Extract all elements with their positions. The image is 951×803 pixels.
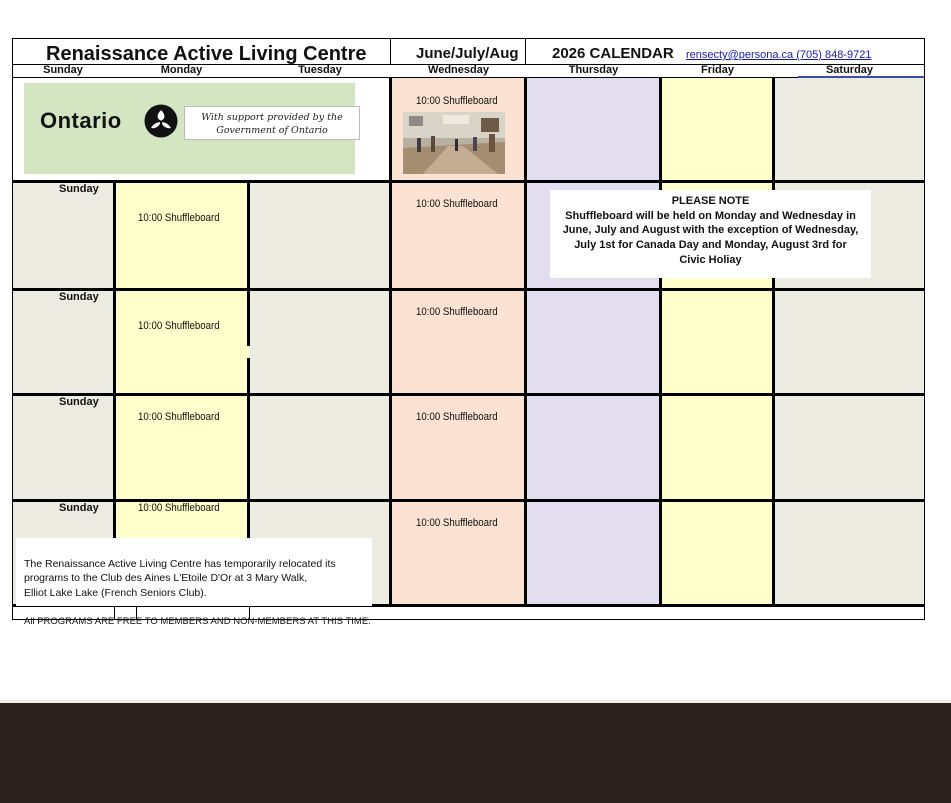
day-header-saturday: Saturday [825,64,874,76]
day-header-monday: Monday [160,64,203,76]
shuffleboard-event: 10:00 Shuffleboard [138,212,220,224]
shuffleboard-event: 10:00 Shuffleboard [416,517,498,529]
relocation-notice [16,538,372,627]
sunday-label: Sunday [59,502,99,514]
week-divider [12,180,925,183]
column-divider [659,78,662,606]
grid-border-left [12,78,13,620]
centre-title: Renaissance Active Living Centre [46,43,367,65]
sunday-label: Sunday [59,183,99,195]
day-header-tuesday: Tuesday [298,64,342,76]
day-header-friday: Friday [700,64,734,76]
shuffleboard-event: 10:00 Shuffleboard [138,502,220,514]
day-header-wednesday: Wednesday [428,64,489,76]
column-divider [524,78,527,606]
column-divider [772,78,775,606]
day-header-sunday: Sunday [43,64,83,76]
please-note-box [550,190,871,278]
footer-band [0,703,951,803]
year-title: 2026 CALENDAR [552,45,674,62]
trillium-icon [144,104,178,138]
shuffleboard-event: 10:00 Shuffleboard [138,411,220,423]
shuffleboard-event: 10:00 Shuffleboard [138,320,220,332]
shuffleboard-event: 10:00 Shuffleboard [416,411,498,423]
column-divider [247,180,250,346]
note-body: Shuffleboard will be held on Monday and Wednesday in June, July and August with the exception of Wednesday, July 1st for Canada Day and Monday, August 3rd for Civic Holiay [562,209,859,266]
column-saturday [774,78,925,608]
title-divider [525,38,526,64]
months-title: June/July/Aug [416,45,519,62]
shuffleboard-event: 10:00 Shuffleboard [416,95,498,107]
shuffleboard-event: 10:00 Shuffleboard [416,306,498,318]
sunday-label: Sunday [59,291,99,303]
contact-link[interactable]: rensecty@persona.ca (705) 848-9721 [686,49,872,61]
note-heading: PLEASE NOTE [671,195,750,207]
relocation-text: The Renaissance Active Living Centre has temporarily relocated its programs to the Club des Aines L'Etoile D'Or at 3 Mary Walk, Elliot Lake Lake (French Seniors Club). [24,557,336,599]
column-thursday [526,78,661,608]
day-header-thursday: Thursday [568,64,619,76]
week-divider [12,393,925,396]
free-programs-notice: All PROGRAMS ARE FREE TO MEMBERS AND NON-MEMBERS AT THIS TIME. [24,615,371,627]
support-text: With support provided by the Government of Ontario [184,106,360,140]
column-friday [661,78,774,608]
ontario-logo-text: Ontario [40,108,122,133]
grid-border-right [924,78,925,620]
column-divider [389,78,392,606]
shuffleboard-photo [403,112,505,174]
title-divider [390,38,391,64]
sunday-label: Sunday [59,396,99,408]
shuffleboard-event: 10:00 Shuffleboard [416,198,498,210]
week-divider [12,288,925,291]
